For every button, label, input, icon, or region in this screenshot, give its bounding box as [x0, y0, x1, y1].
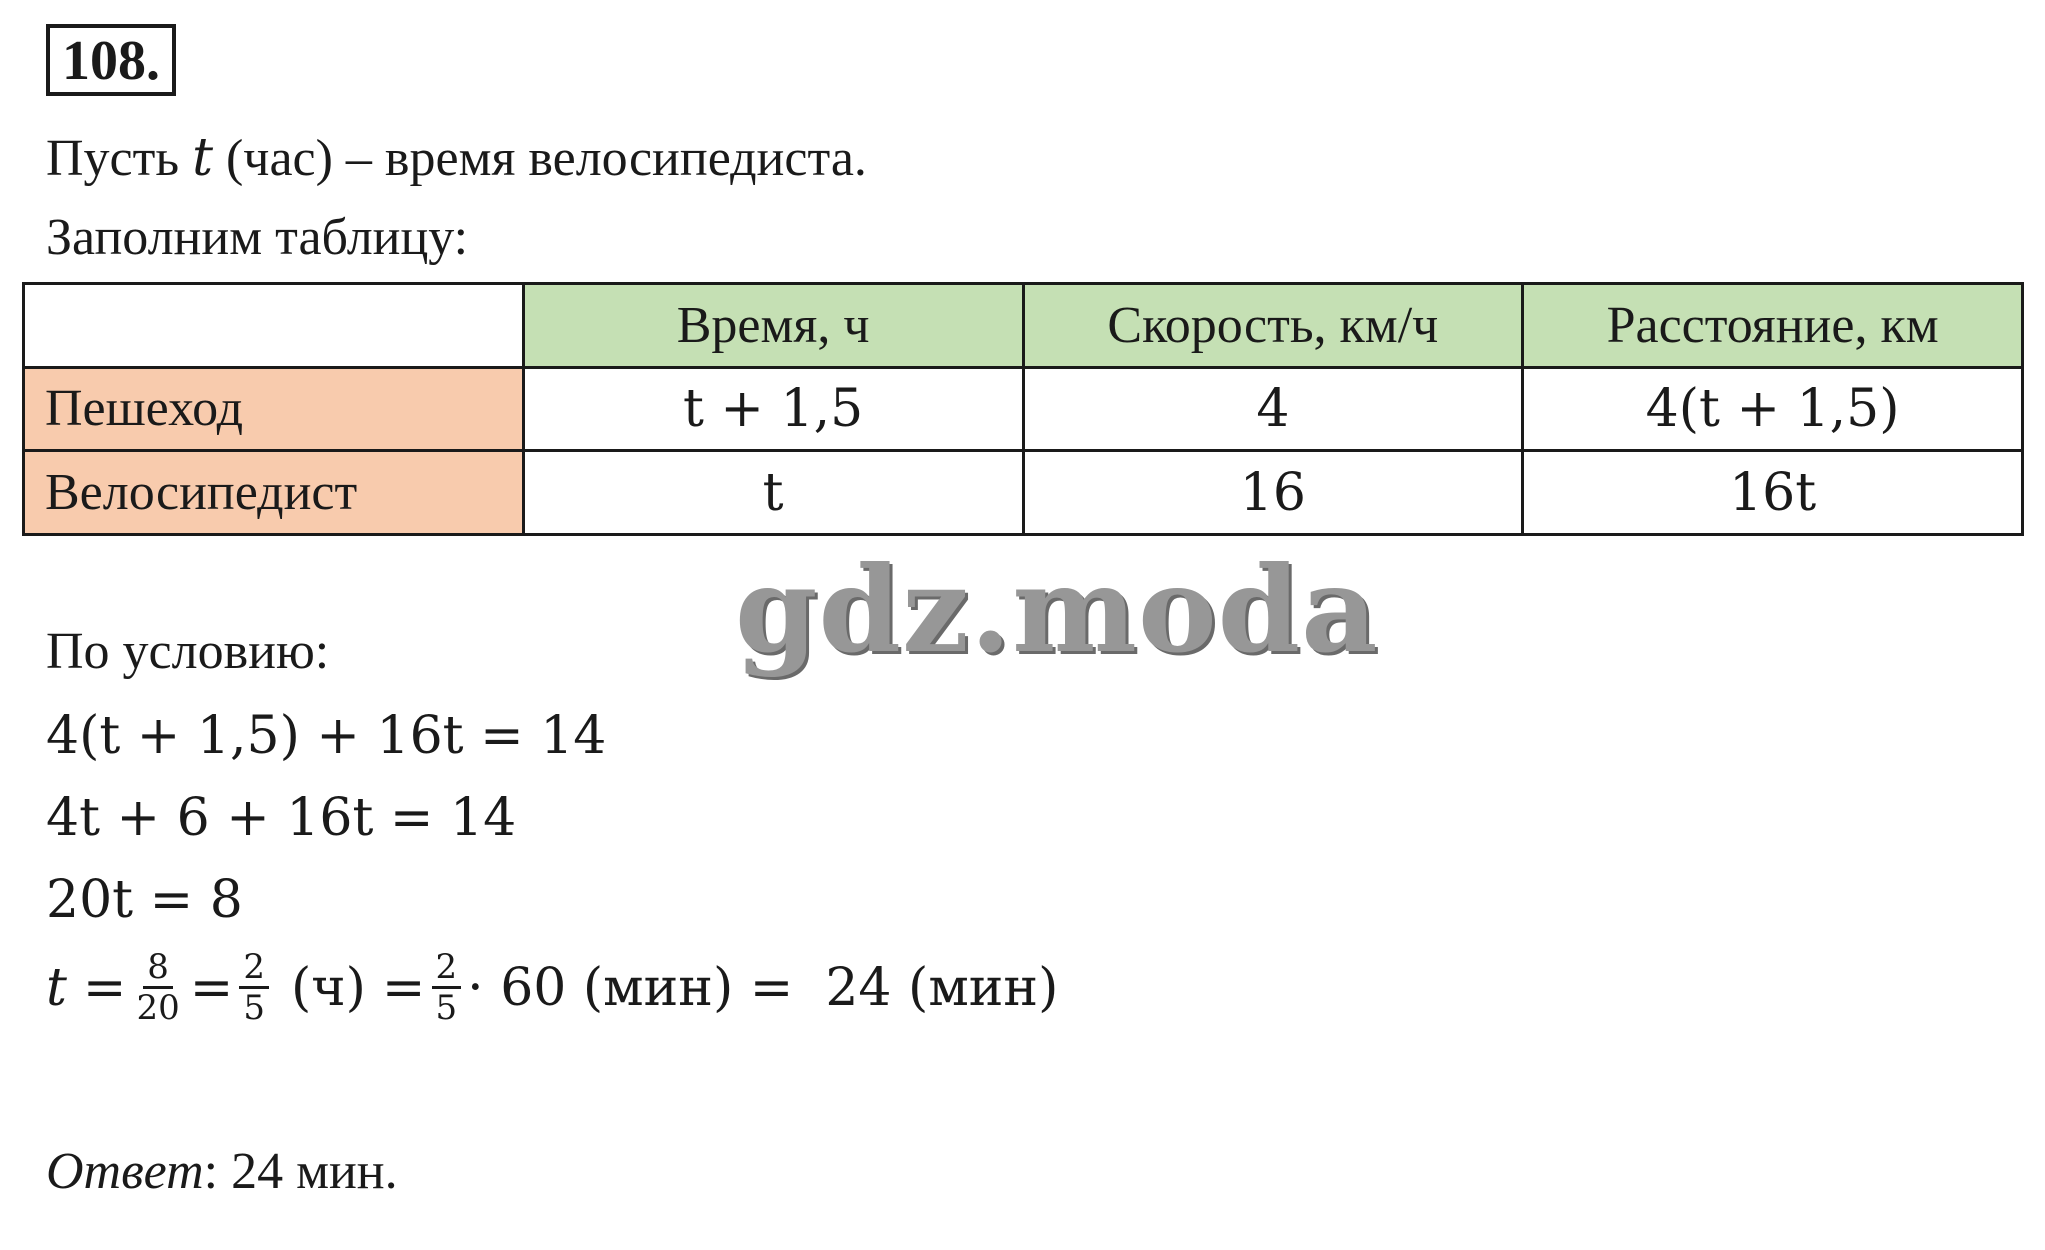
header-speed: Скорость, км/ч	[1023, 284, 1523, 368]
answer	[46, 1142, 398, 1202]
equation-1: 4(t + 1,5) + 16t = 14	[46, 706, 607, 766]
intro-before: Пусть	[46, 130, 193, 187]
fraction-8-20	[132, 948, 183, 1027]
data-table	[22, 282, 2024, 536]
table-header-row	[24, 284, 2023, 368]
final-result: 24 (мин)	[825, 957, 1059, 1018]
fraction-denominator: 5	[435, 988, 458, 1028]
unit-hours: (ч)	[290, 957, 366, 1018]
answer-label: Ответ	[46, 1143, 204, 1200]
problem-number: 108.	[46, 24, 176, 96]
table-row	[24, 367, 2023, 451]
cell-cyclist-distance: 16t	[1523, 451, 2023, 535]
header-time: Время, ч	[523, 284, 1023, 368]
fraction-denominator: 5	[243, 988, 265, 1028]
fraction-numerator: 2	[239, 948, 269, 989]
final-lhs: t	[46, 957, 67, 1018]
fraction-denominator: 20	[136, 988, 180, 1028]
final-equation	[46, 948, 1058, 1027]
cell-cyclist-time: t	[523, 451, 1023, 535]
final-eq-sign-3: =	[381, 957, 426, 1018]
cell-pedestrian-speed: 4	[1023, 367, 1523, 451]
header-distance: Расстояние, км	[1523, 284, 2023, 368]
condition-text: По условию:	[46, 623, 330, 680]
fill-table-text: Заполним таблицу:	[46, 209, 469, 266]
intro-variable: t	[192, 128, 213, 188]
fraction-numerator: 2	[432, 948, 462, 989]
table-row	[24, 451, 2023, 535]
cell-pedestrian-distance: 4(t + 1,5)	[1523, 367, 2023, 451]
equation-2: 4t + 6 + 16t = 14	[46, 788, 517, 848]
watermark: gdz.moda	[735, 540, 1379, 679]
final-eq-sign-1: =	[82, 957, 127, 1018]
intro-after: (час) – время велосипедиста.	[212, 130, 867, 187]
fraction-2-5	[239, 948, 269, 1027]
intro-text	[46, 128, 867, 189]
fraction-2-5-second	[432, 948, 462, 1027]
cell-cyclist-speed: 16	[1023, 451, 1523, 535]
table-corner-cell	[24, 284, 524, 368]
row-label-pedestrian: Пешеход	[24, 367, 524, 451]
answer-text: : 24 мин.	[203, 1143, 398, 1200]
equation-3: 20t = 8	[46, 870, 243, 930]
final-eq-sign-2: =	[189, 957, 234, 1018]
multiply-sixty: · 60 (мин) =	[467, 957, 794, 1018]
row-label-cyclist: Велосипедист	[24, 451, 524, 535]
fraction-numerator: 8	[143, 948, 173, 989]
cell-pedestrian-time: t + 1,5	[523, 367, 1023, 451]
